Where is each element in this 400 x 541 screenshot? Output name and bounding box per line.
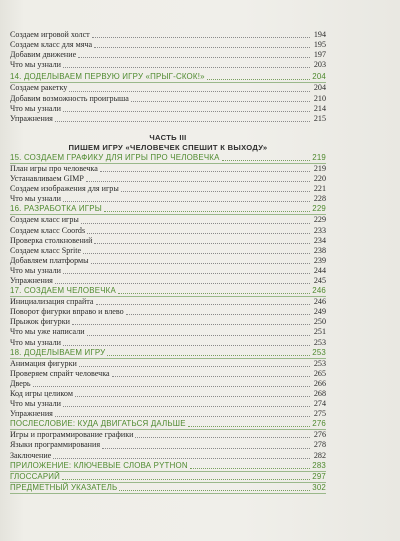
entry-page: 228 [313, 194, 326, 204]
entry-title: Игры и программирование графики [10, 430, 134, 440]
chapter-heading [10, 419, 326, 429]
chapter-heading [10, 348, 326, 358]
entry-page: 275 [313, 409, 326, 419]
entry-page: 253 [313, 337, 326, 347]
entry-page: 194 [313, 30, 326, 39]
chapter-heading [10, 472, 326, 482]
toc-entry [10, 104, 326, 114]
dot-leader [104, 211, 310, 212]
chapter-title: 18. ДОДЕЛЫВАЕМ ИГРУ [10, 347, 106, 357]
toc-entry [10, 369, 326, 379]
toc-entry [10, 40, 326, 50]
dot-leader [55, 121, 310, 122]
toc-entry [10, 451, 326, 461]
dot-leader [87, 233, 310, 234]
dot-leader [63, 345, 310, 346]
entry-page: 229 [313, 215, 326, 225]
dot-leader [94, 47, 310, 48]
part-label: ЧАСТЬ III [149, 132, 187, 142]
toc-entry [10, 246, 326, 256]
entry-title: Создаем класс Sprite [10, 245, 82, 255]
entry-page: 234 [313, 235, 326, 245]
entry-page: 265 [313, 368, 326, 378]
chapter-page: 246 [312, 286, 326, 296]
dot-leader [112, 376, 310, 377]
toc-entry [10, 338, 326, 348]
entry-title: Прыжок фигурки [10, 317, 70, 327]
dot-leader [63, 201, 310, 202]
dot-leader [83, 253, 310, 254]
entry-title: Проверяем спрайт человечка [10, 368, 110, 378]
entry-title: Упражнения [10, 113, 53, 123]
chapter-rule [10, 493, 326, 494]
entry-page: 219 [313, 163, 326, 173]
chapter-title: ПРИЛОЖЕНИЕ: КЛЮЧЕВЫЕ СЛОВА PYTHON [10, 460, 188, 470]
toc-entry [10, 430, 326, 440]
chapter-page: 204 [312, 72, 326, 82]
toc-entry [10, 215, 326, 225]
entry-title: Что мы узнали [10, 265, 61, 275]
dot-leader [33, 386, 310, 387]
dot-leader [72, 324, 310, 325]
dot-leader [62, 479, 310, 480]
toc-entry [10, 389, 326, 399]
table-of-contents [10, 30, 326, 494]
dot-leader [126, 314, 310, 315]
entry-page: 276 [313, 430, 326, 440]
chapter-page: 302 [312, 482, 326, 492]
part-title: ПИШЕМ ИГРУ «ЧЕЛОВЕЧЕК СПЕШИТ К ВЫХОДУ» [68, 142, 268, 152]
dot-leader [91, 263, 310, 264]
entry-page: 220 [313, 174, 326, 184]
entry-page: 253 [313, 358, 326, 368]
dot-leader [94, 243, 310, 244]
toc-entry [10, 359, 326, 369]
toc-entry [10, 317, 326, 327]
entry-page: 268 [313, 389, 326, 398]
entry-title: Что мы уже написали [10, 327, 85, 337]
entry-title: Дверь [10, 378, 31, 388]
toc-entry [10, 379, 326, 389]
entry-title: Создаем класс Coords [10, 225, 86, 235]
chapter-title: ГЛОССАРИЙ [10, 471, 61, 481]
chapter-title: 16. РАЗРАБОТКА ИГРЫ [10, 204, 102, 214]
entry-title: Устанавливаем GIMP [10, 174, 84, 184]
dot-leader [55, 416, 310, 417]
entry-page: 203 [313, 60, 326, 70]
chapter-title: 17. СОЗДАЕМ ЧЕЛОВЕЧКА [10, 286, 116, 296]
chapter-title: 15. СОЗДАЕМ ГРАФИКУ ДЛЯ ИГРЫ ПРО ЧЕЛОВЕЧКА [10, 152, 220, 162]
entry-page: 238 [313, 245, 326, 255]
entry-title: Код игры целиком [10, 389, 73, 398]
entry-page: 246 [313, 297, 326, 307]
entry-title: Инициализация спрайта [10, 297, 94, 307]
entry-title: Создаем класс игры [10, 215, 79, 225]
dot-leader [63, 67, 310, 68]
entry-page: 221 [313, 184, 326, 194]
toc-entry [10, 276, 326, 286]
chapter-page: 297 [312, 471, 326, 481]
entry-title: Поворот фигурки вправо и влево [10, 307, 124, 317]
dot-leader [75, 396, 310, 397]
dot-leader [81, 223, 310, 224]
chapter-page: 253 [312, 347, 326, 357]
chapter-title: 14. ДОДЕЛЫВАЕМ ПЕРВУЮ ИГРУ «ПРЫГ-СКОК!» [10, 72, 205, 82]
dot-leader [222, 160, 310, 161]
toc-entry [10, 297, 326, 307]
dot-leader [96, 304, 310, 305]
chapter-title: ПОСЛЕСЛОВИЕ: КУДА ДВИГАТЬСЯ ДАЛЬШЕ [10, 419, 186, 429]
entry-page: 244 [313, 265, 326, 275]
dot-leader [119, 490, 310, 491]
toc-entry [10, 226, 326, 236]
dot-leader [86, 181, 310, 182]
toc-entry [10, 327, 326, 337]
entry-title: Добавим возможность проигрыша [10, 93, 129, 103]
toc-entry [10, 30, 326, 40]
entry-title: Создаем игровой холст [10, 30, 90, 39]
dot-leader [121, 191, 310, 192]
dot-leader [118, 293, 310, 294]
toc-entry [10, 236, 326, 246]
dot-leader [190, 468, 310, 469]
entry-title: Создаем изображения для игры [10, 184, 119, 194]
entry-page: 233 [313, 225, 326, 235]
chapter-heading [10, 286, 326, 296]
dot-leader [78, 57, 310, 58]
dot-leader [92, 37, 310, 38]
toc-entry [10, 60, 326, 70]
toc-entry [10, 440, 326, 450]
dot-leader [55, 283, 310, 284]
toc-entry [10, 164, 326, 174]
entry-page: 274 [313, 399, 326, 409]
dot-leader [87, 335, 310, 336]
dot-leader [107, 355, 310, 356]
entry-title: Анимация фигурки [10, 358, 77, 368]
entry-page: 195 [313, 40, 326, 50]
entry-title: Что мы узнали [10, 60, 61, 70]
entry-title: План игры про человечка [10, 163, 98, 173]
chapter-heading [10, 483, 326, 493]
entry-page: 266 [313, 378, 326, 388]
entry-title: Что мы узнали [10, 194, 61, 204]
entry-title: Добавляем платформы [10, 255, 89, 265]
toc-entry [10, 83, 326, 93]
entry-page: 197 [313, 50, 326, 60]
toc-entry [10, 114, 326, 124]
entry-page: 250 [313, 317, 326, 327]
chapter-heading [10, 153, 326, 163]
entry-page: 215 [313, 113, 326, 123]
chapter-heading [10, 461, 326, 471]
chapter-heading [10, 204, 326, 214]
entry-title: Упражнения [10, 275, 53, 285]
dot-leader [69, 91, 310, 92]
dot-leader [79, 366, 310, 367]
entry-title: Что мы узнали [10, 337, 61, 347]
entry-page: 282 [313, 450, 326, 460]
toc-entry [10, 94, 326, 104]
entry-page: 278 [313, 440, 326, 450]
entry-title: Создаем ракетку [10, 83, 68, 93]
dot-leader [131, 101, 310, 102]
entry-title: Добавим движение [10, 50, 77, 60]
toc-entry [10, 256, 326, 266]
entry-title: Языки программирования [10, 440, 101, 450]
entry-page: 245 [313, 275, 326, 285]
dot-leader [100, 171, 310, 172]
entry-title: Создаем класс для мяча [10, 40, 93, 50]
entry-title: Заключение [10, 450, 52, 460]
toc-entry [10, 307, 326, 317]
chapter-heading [10, 72, 326, 82]
dot-leader [188, 426, 310, 427]
chapter-title: ПРЕДМЕТНЫЙ УКАЗАТЕЛЬ [10, 482, 118, 492]
entry-title: Проверка столкновений [10, 235, 93, 245]
toc-entry [10, 194, 326, 204]
entry-title: Что мы узнали [10, 103, 61, 113]
toc-entry [10, 174, 326, 184]
entry-title: Что мы узнали [10, 399, 61, 409]
entry-title: Упражнения [10, 409, 53, 419]
chapter-page: 229 [312, 204, 326, 214]
toc-entry [10, 266, 326, 276]
entry-page: 249 [313, 307, 326, 317]
chapter-page: 219 [312, 152, 326, 162]
toc-entry [10, 399, 326, 409]
entry-page: 204 [313, 83, 326, 93]
entry-page: 214 [313, 103, 326, 113]
toc-entry [10, 409, 326, 419]
entry-page: 239 [313, 255, 326, 265]
dot-leader [63, 273, 310, 274]
dot-leader [207, 79, 310, 80]
entry-page: 251 [313, 327, 326, 337]
dot-leader [63, 111, 310, 112]
entry-page: 210 [313, 93, 326, 103]
dot-leader [53, 458, 310, 459]
chapter-page: 276 [312, 419, 326, 429]
dot-leader [102, 448, 310, 449]
toc-entry [10, 184, 326, 194]
toc-entry [10, 50, 326, 60]
dot-leader [135, 437, 310, 438]
chapter-page: 283 [312, 460, 326, 470]
dot-leader [63, 406, 310, 407]
